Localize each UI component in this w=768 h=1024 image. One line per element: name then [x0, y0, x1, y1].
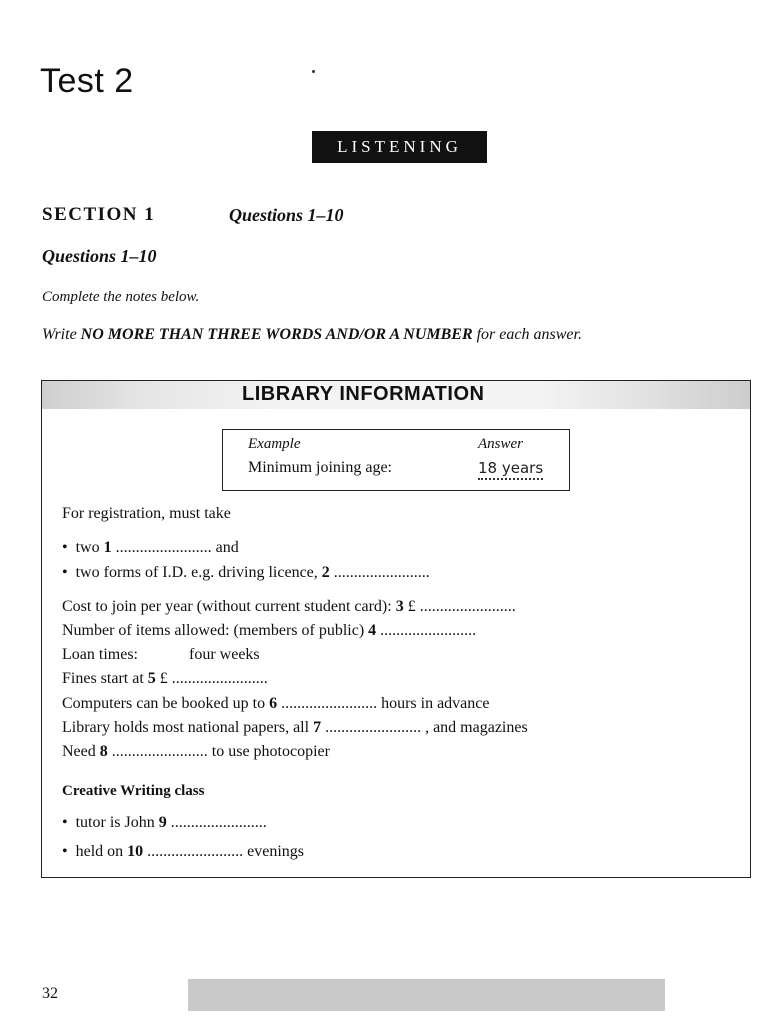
q5-text-a: Fines start at: [62, 670, 148, 687]
answer-label: Answer: [478, 436, 523, 452]
line-q7: [62, 719, 528, 737]
section-heading: SECTION 1: [42, 204, 156, 225]
bullet-icon: •: [62, 564, 68, 581]
q7-text-a: Library holds most national papers, all: [62, 719, 314, 736]
q3-number: 3: [395, 598, 404, 615]
q10-text-a: held on: [75, 843, 128, 860]
loan-label: Loan times:: [62, 646, 138, 663]
dot-mark: [312, 70, 315, 73]
bullet-icon: •: [62, 814, 68, 831]
q2-text-b: ........................: [329, 564, 430, 581]
q3-text-a: Cost to join per year (without current student card):: [62, 598, 396, 615]
line-q5: [62, 670, 268, 688]
footer-bar: [188, 979, 665, 1011]
list-item-q10: [62, 843, 304, 861]
q7-text-b: ........................ , and magazines: [321, 719, 528, 736]
instruction-emphasis: NO MORE THAN THREE WORDS AND/OR A NUMBER: [80, 326, 473, 343]
page-title: Test 2: [40, 62, 134, 100]
q6-number: 6: [269, 695, 278, 712]
q3-text-b: £ ........................: [403, 598, 516, 615]
q8-number: 8: [99, 743, 108, 760]
q4-number: 4: [368, 622, 377, 639]
instruction-suffix: for each answer.: [472, 326, 582, 343]
example-question: Minimum joining age:: [248, 459, 392, 476]
section-questions-range: Questions 1–10: [229, 205, 344, 225]
q5-text-b: £ ........................: [155, 670, 268, 687]
bullet-icon: •: [62, 843, 68, 860]
registration-intro: For registration, must take: [62, 505, 231, 522]
q1-number: 1: [103, 539, 112, 556]
q4-text-a: Number of items allowed: (members of public): [62, 622, 369, 639]
q9-text-b: ........................: [166, 814, 267, 831]
instruction-complete-notes: Complete the notes below.: [42, 289, 200, 305]
q9-text-a: tutor is John: [75, 814, 159, 831]
instruction-prefix: Write: [42, 326, 81, 343]
list-item-q9: [62, 814, 267, 832]
q10-text-b: ........................ evenings: [143, 843, 305, 860]
q6-text-a: Computers can be booked up to: [62, 695, 270, 712]
q8-text-a: Need: [62, 743, 100, 760]
q10-number: 10: [127, 843, 144, 860]
q8-text-b: ........................ to use photocopier: [107, 743, 330, 760]
list-item-q1: [62, 539, 239, 557]
line-q8: [62, 743, 330, 761]
q5-number: 5: [147, 670, 156, 687]
q1-text-b: ........................ and: [111, 539, 239, 556]
list-item-q2: [62, 564, 430, 582]
page-number: 32: [42, 985, 58, 1002]
loan-value: four weeks: [189, 646, 260, 663]
example-answer: 18 years: [478, 459, 543, 480]
q4-text-b: ........................: [376, 622, 477, 639]
bullet-icon: •: [62, 539, 68, 556]
box-title: LIBRARY INFORMATION: [242, 383, 485, 405]
q7-number: 7: [313, 719, 322, 736]
line-q3: [62, 598, 516, 616]
q6-text-b: ........................ hours in advance: [277, 695, 490, 712]
box-header-bar: [42, 381, 750, 409]
creative-writing-heading: Creative Writing class: [62, 783, 205, 799]
instruction-word-limit: [42, 326, 582, 344]
listening-banner: LISTENING: [312, 131, 487, 163]
example-label: Example: [248, 436, 301, 452]
line-q6: [62, 695, 489, 713]
q2-text-a: two forms of I.D. e.g. driving licence,: [75, 564, 322, 581]
line-q4: [62, 622, 476, 640]
q1-text-a: two: [75, 539, 104, 556]
questions-heading: Questions 1–10: [42, 246, 157, 266]
q9-number: 9: [158, 814, 167, 831]
q2-number: 2: [321, 564, 330, 581]
